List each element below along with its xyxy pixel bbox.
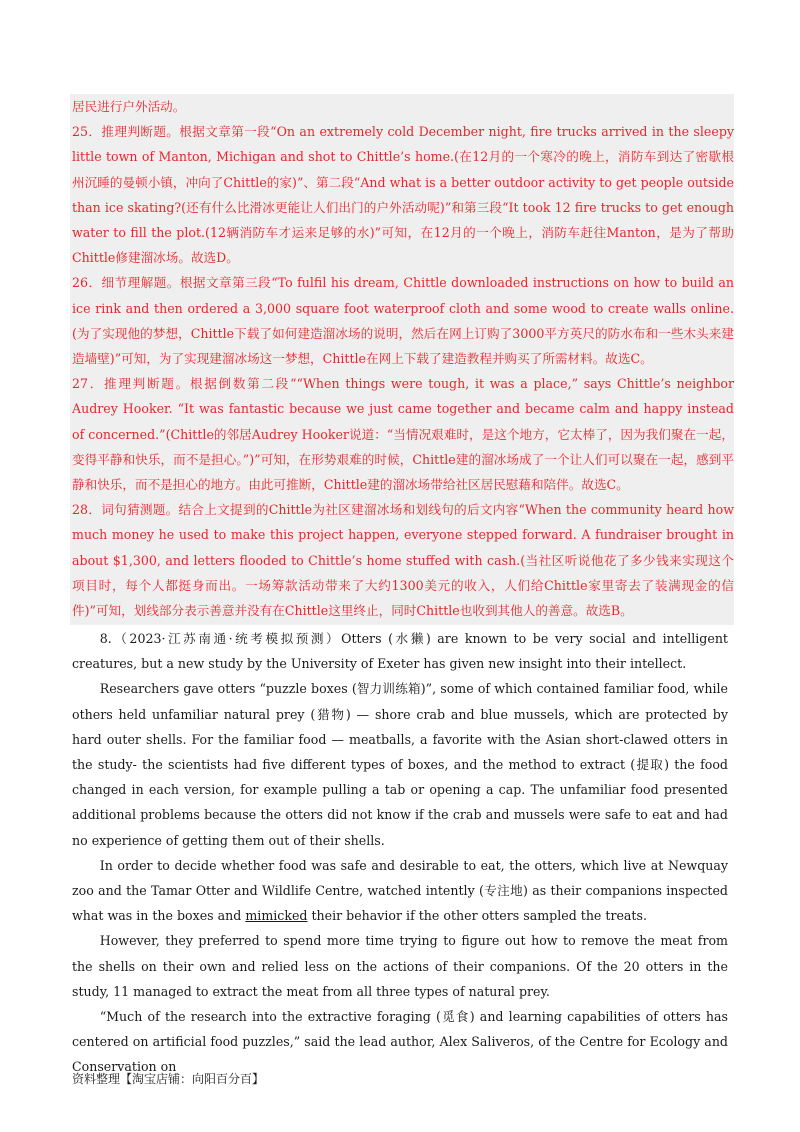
answer-continuation: 居民进行户外活动。 (72, 99, 186, 114)
p3-after: their behavior if the other otters sampled the treats. (311, 908, 647, 924)
page-footer: 资料整理【淘宝店铺：向阳百分百】 (72, 1072, 265, 1086)
answer-27: 27．推理判断题。根据倒数第二段““When things were tough, it was a place,” says Chittle’s neighbor Audrey Hooker. “It was fantastic because we just came together and became calm and happy instead of concerned.”(Chittle的邻居Audrey Hooker说道：“当情况艰难时，是这个地方，它太棒了，因为我们聚在一起，变得平静和快乐，而不是担心。”)”可知，在形势艰难的时候，Chittle建的溜冰场成了一个让人们可以聚在一起，感到平静和快乐，而不是担心的地方。由此可推断，Chittle建的溜冰场带给社区居民慰藉和陪伴。故选C。 (72, 376, 734, 493)
passage-paragraph-3 (72, 853, 728, 929)
underlined-word: mimicked (245, 908, 308, 924)
reading-passage (72, 626, 728, 1080)
passage-paragraph-5: “Much of the research into the extractive foraging (觅食) and learning capabilities of otters has centered on artificial food puzzles,” said the lead author, Alex Saliveros, of the Centre for Ecology and Conservation on (72, 1009, 728, 1075)
answer-explanations (70, 94, 734, 625)
answer-28: 28．词句猜测题。结合上文提到的Chittle为社区建溜冰场和划线句的后文内容“When the community heard how much money he used to make this project happen, everyone stepped forward. A fundraiser brought in about $1,300, and letters flooded to Chittle’s home stuffed with cash.(当社区听说他花了多少钱来实现这个项目时，每个人都挺身而出。一场筹款活动带来了大约1300美元的收入，人们给Chittle家里寄去了装满现金的信件)”可知，划线部分表示善意并没有在Chittle这里终止，同时Chittle也收到其他人的善意。故选B。 (72, 502, 734, 619)
passage-paragraph-4: However, they preferred to spend more time trying to figure out how to remove the meat from the shells on their own and relied less on the actions of their companions. Of the 20 otters in the study, 11 managed to extract the meat from all three types of natural prey. (72, 933, 728, 999)
passage-paragraph-2: Researchers gave otters “puzzle boxes (智力训练箱)”, some of which contained familiar food, while others held unfamiliar natural prey (猎物) — shore crab and blue mussels, which are protected by hard outer shells. For the familiar food — meatballs, a favorite with the Asian short-clawed otters in the study- the scientists had five different types of boxes, and the method to extract (提取) the food changed in each version, for example pulling a tab or opening a cap. The unfamiliar food presented additional problems because the otters did not know if the crab and mussels were safe to eat and had no experience of getting them out of their shells. (72, 681, 728, 848)
p3-before: In order to decide whether food was safe and desirable to eat, the otters, which live at Newquay zoo and the Tamar Otter and Wildlife Centre, watched intently (专注地) as their companions inspected what was in the boxes and (72, 857, 728, 924)
answer-25: 25．推理判断题。根据文章第一段“On an extremely cold December night, fire trucks arrived in the sleepy little town of Manton, Michigan and shot to Chittle’s home.(在12月的一个寒冷的晚上，消防车到达了密歇根州沉睡的曼顿小镇，冲向了Chittle的家)”、第二段“And what is a better outdoor activity to get people outside than ice skating?(还有什么比滑冰更能让人们出门的户外活动呢)”和第三段“It took 12 fire trucks to get enough water to fill the plot.(12辆消防车才运来足够的水)”可知，在12月的一个晚上，消防车赶往Manton，是为了帮助Chittle修建溜冰场。故选D。 (72, 124, 734, 266)
question-header-paragraph: 8.（2023·江苏南通·统考模拟预测）Otters (水獭) are known to be very social and intelligent creatures, but a new study by the University of Exeter has given new insight into their intellect. (72, 631, 728, 672)
answer-26: 26．细节理解题。根据文章第三段“To fulfil his dream, Chittle downloaded instructions on how to build an ice rink and then ordered a 3,000 square foot waterproof cloth and some wood to create walls online.(为了实现他的梦想，Chittle下载了如何建造溜冰场的说明，然后在网上订购了3000平方英尺的防水布和一些木头来建造墙壁)”可知，为了实现建溜冰场这一梦想，Chittle在网上下载了建造教程并购买了所需材料。故选C。 (72, 275, 734, 367)
